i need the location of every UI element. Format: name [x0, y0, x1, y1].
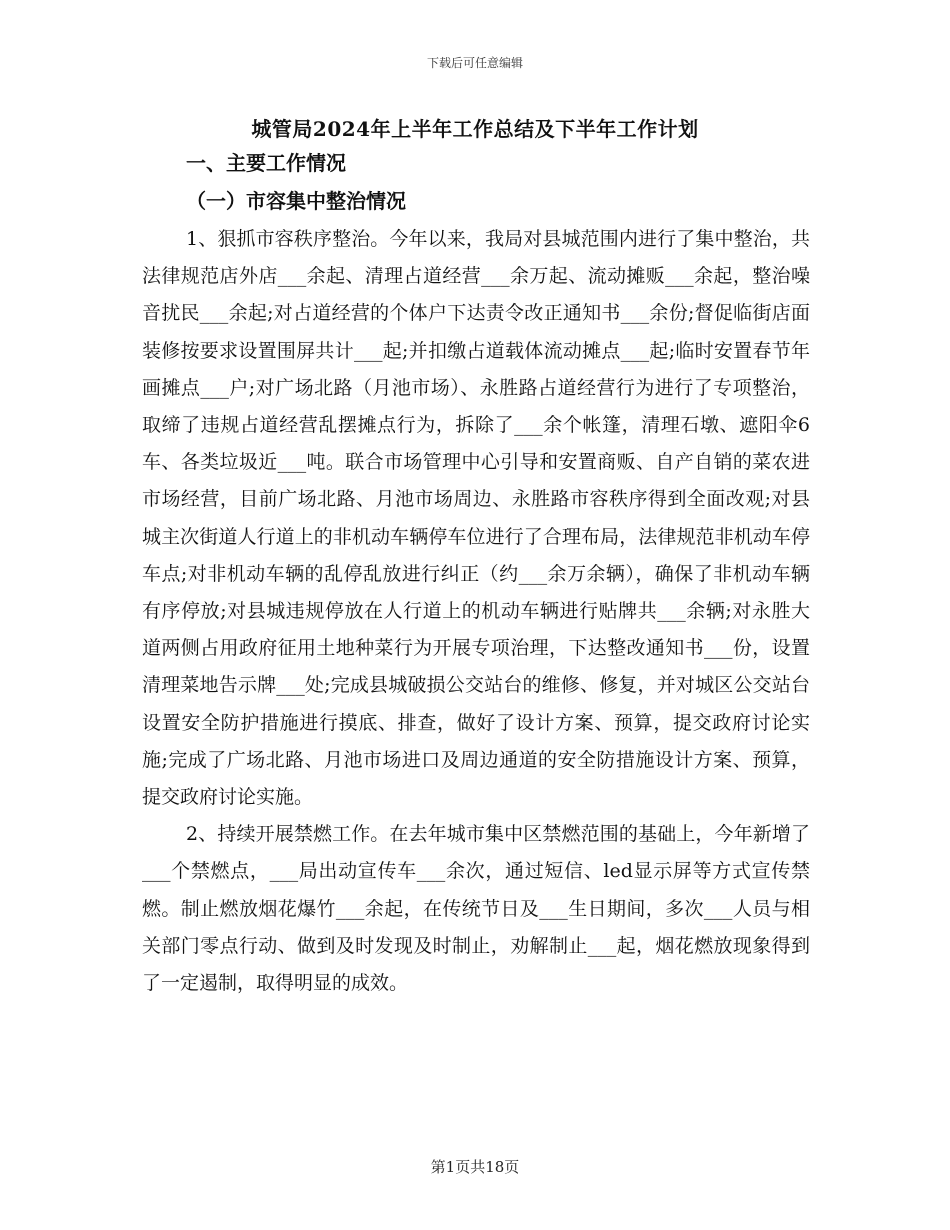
subsection-heading: （一）市容集中整治情况 — [186, 189, 406, 213]
document-body — [142, 147, 810, 1002]
header-note: 下载后可任意编辑 — [426, 56, 523, 70]
document-title: 城管局2024年上半年工作总结及下半年工作计划 — [251, 117, 699, 141]
paragraph-1: 1、狠抓市容秩序整治。今年以来，我局对县城范围内进行了集中整治，共法律规范店外店___余起、清理占道经营___余万起、流动摊贩___余起，整治噪音扰民___余起;对占道经营的个体户下达责令改正通知书___余份;督促临街店面装修按要求设置围屏共计___起;并扣缴占道载体流动摊点___起;临时安置春节年画摊点___户;对广场北路（月池市场）、永胜路占道经营行为进行了专项整治，取缔了违规占道经营乱摆摊点行为，拆除了___余个帐篷，清理石墩、遮阳伞6车、各类垃圾近___吨。联合市场管理中心引导和安置商贩、自产自销的菜农进市场经营，目前广场北路、月池市场周边、永胜路市容秩序得到全面改观;对县城主次街道人行道上的非机动车辆停车位进行了合理布局，法律规范非机动车停车点;对非机动车辆的乱停乱放进行纠正（约___余万余辆），确保了非机动车辆有序停放;对县城违规停放在人行道上的机动车辆进行贴牌共___余辆;对永胜大道两侧占用政府征用土地种菜行为开展专项治理，下达整改通知书___份，设置清理菜地告示牌___处;完成县城破损公交站台的维修、修复，并对城区公交站台设置安全防护措施进行摸底、排查，做好了设计方案、预算，提交政府讨论实施;完成了广场北路、月池市场进口及周边通道的安全防措施设计方案、预算，提交政府讨论实施。 — [142, 228, 810, 809]
section-heading: 一、主要工作情况 — [186, 151, 346, 175]
paragraph-2: 2、持续开展禁燃工作。在去年城市集中区禁燃范围的基础上，今年新增了___个禁燃点，___局出动宣传车___余次，通过短信、led显示屏等方式宣传禁燃。制止燃放烟花爆竹___余起，在传统节日及___生日期间，多次___人员与相关部门零点行动、做到及时发现及时制止，劝解制止___起，烟花燃放现象得到了一定遏制，取得明显的成效。 — [142, 823, 810, 995]
page-footer: 第1页共18页 — [430, 1158, 520, 1176]
